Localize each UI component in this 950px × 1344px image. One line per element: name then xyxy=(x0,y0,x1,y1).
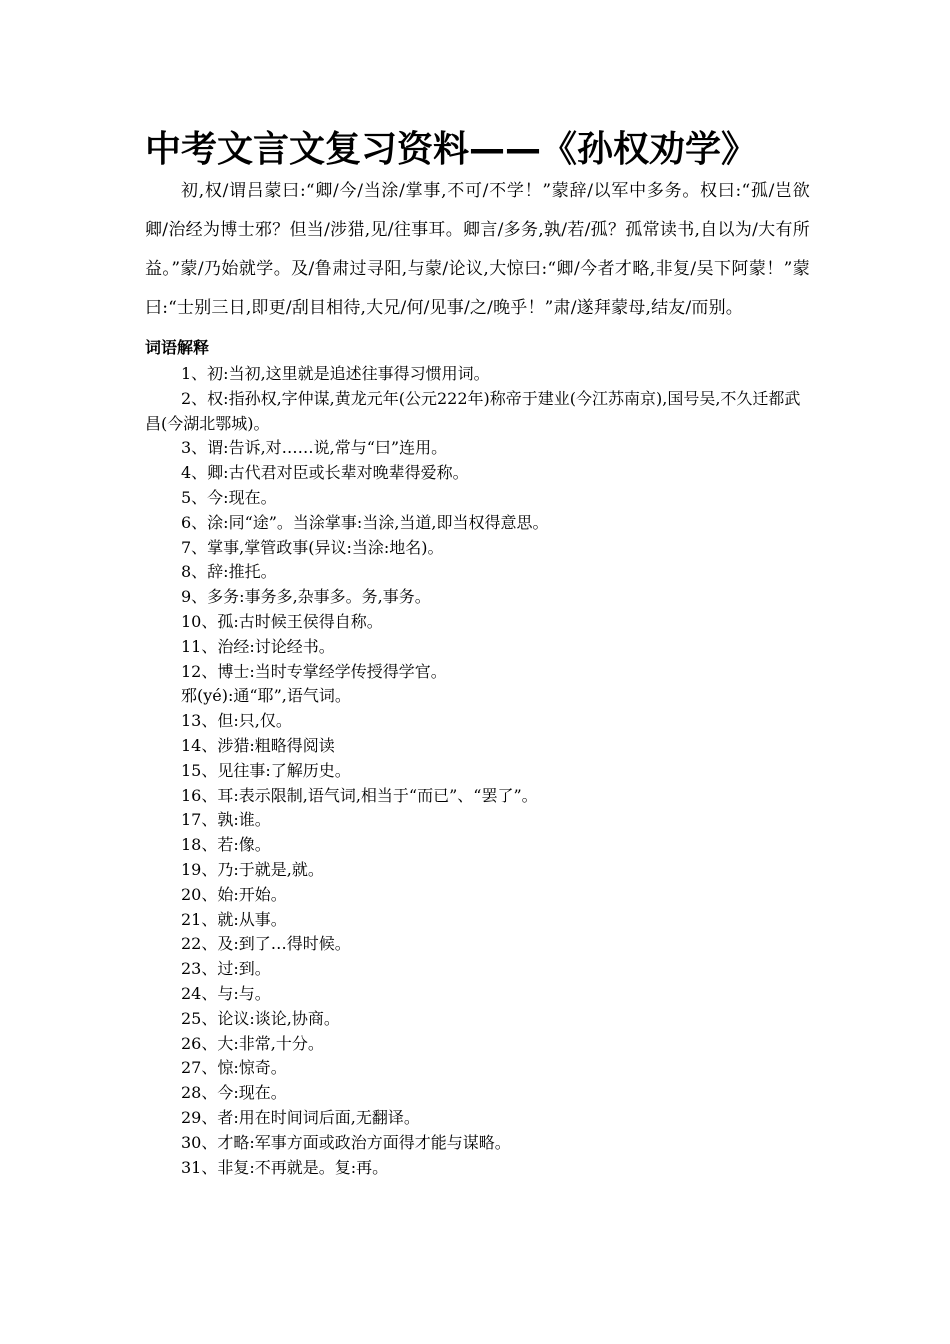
glossary-item: 28、今:现在。 xyxy=(181,1083,287,1103)
glossary-item: 16、耳:表示限制,语气词,相当于“而已”、“罢了”。 xyxy=(181,785,538,805)
glossary-item: 30、才略:军事方面或政治方面得才能与谋略。 xyxy=(181,1132,511,1152)
glossary-item: 12、博士:当时专掌经学传授得学官。 xyxy=(181,661,447,681)
glossary-item: 20、始:开始。 xyxy=(181,884,287,904)
glossary-item: 10、孤:古时候王侯得自称。 xyxy=(181,611,383,631)
glossary-item: 29、者:用在时间词后面,无翻译。 xyxy=(181,1107,420,1127)
glossary-item: 1、初:当初,这里就是追述往事得习惯用词。 xyxy=(181,364,490,383)
glossary-item: 24、与:与。 xyxy=(181,983,271,1003)
classical-passage: 初,权/谓吕蒙曰:“卿/今/当涂/掌事,不可/不学！”蒙辞/以军中多务。权曰:“孤/岂欲卿/治经为博士邪？但当/涉猎,见/往事耳。卿言/多务,孰/若/孤？孤常读书,自以为/大有所益。”蒙/乃始就学。及/鲁肃过寻阳,与蒙/论议,大惊曰:“卿/今者才略,非复/吴下阿蒙！”蒙曰:“士别三日,即更/刮目相待,大兄/何/见事/之/晚乎！”肃/遂拜蒙母,结友/而别。 xyxy=(145,181,810,318)
glossary-list xyxy=(145,362,810,1180)
glossary-item: 19、乃:于就是,就。 xyxy=(181,859,324,879)
glossary-item: 4、卿:古代君对臣或长辈对晚辈得爱称。 xyxy=(181,463,469,483)
glossary-item: 22、及:到了…得时候。 xyxy=(181,934,351,954)
document-title: 中考文言文复习资料——《孙权劝学》 xyxy=(145,129,758,170)
document-page xyxy=(145,128,810,1180)
glossary-item: 14、涉猎:粗略得阅读 xyxy=(181,735,335,755)
glossary-item: 17、孰:谁。 xyxy=(181,810,271,830)
glossary-item: 8、辞:推托。 xyxy=(181,562,277,582)
glossary-item: 15、见往事:了解历史。 xyxy=(181,760,351,780)
glossary-heading: 词语解释 xyxy=(145,338,210,357)
glossary-item: 3、谓:告诉,对……说,常与“曰”连用。 xyxy=(181,438,448,458)
glossary-item: 9、多务:事务多,杂事多。务,事务。 xyxy=(181,587,431,607)
glossary-item: 18、若:像。 xyxy=(181,835,271,855)
glossary-item: 7、掌事,掌管政事(异议:当涂:地名)。 xyxy=(181,537,444,557)
glossary-item: 27、惊:惊奇。 xyxy=(181,1058,287,1078)
glossary-item: 6、涂:同“途”。当涂掌事:当涂,当道,即当权得意思。 xyxy=(181,512,549,532)
glossary-item: 25、论议:谈论,协商。 xyxy=(181,1008,340,1028)
glossary-item: 5、今:现在。 xyxy=(181,487,277,507)
glossary-item: 邪(yé):通“耶”,语气词。 xyxy=(181,686,351,706)
glossary-item: 31、非复:不再就是。复:再。 xyxy=(181,1157,389,1177)
glossary-item: 2、权:指孙权,字仲谋,黄龙元年(公元222年)称帝于建业(今江苏南京),国号吴,不久迁都武昌(今湖北鄂城)。 xyxy=(145,388,801,433)
glossary-item: 23、过:到。 xyxy=(181,959,271,979)
glossary-item: 21、就:从事。 xyxy=(181,909,287,929)
glossary-item: 13、但:只,仅。 xyxy=(181,711,292,731)
glossary-item: 26、大:非常,十分。 xyxy=(181,1033,324,1053)
glossary-item: 11、治经:讨论经书。 xyxy=(181,636,335,656)
